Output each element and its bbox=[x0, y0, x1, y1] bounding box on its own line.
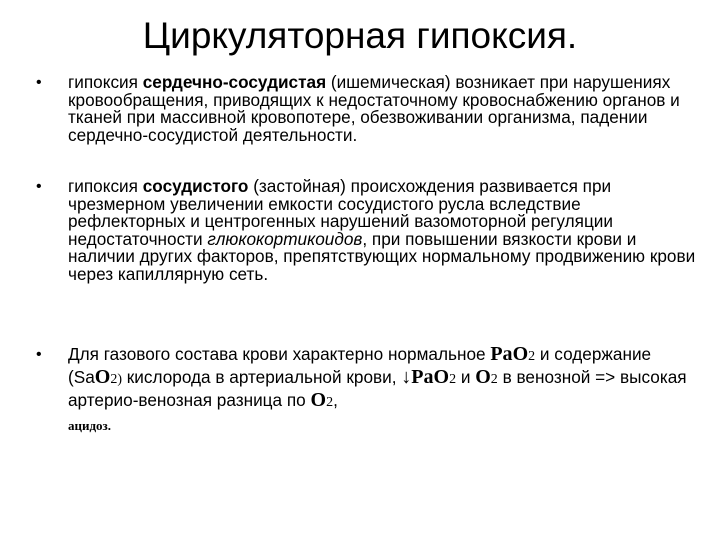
o2-venous-o: O bbox=[475, 366, 491, 388]
slide-title: Циркуляторная гипоксия. bbox=[142, 15, 578, 56]
bullet-item-vascular bbox=[36, 176, 698, 284]
pao2-sub: 2 bbox=[528, 349, 536, 364]
b1-lead: гипоксия bbox=[68, 72, 143, 92]
o2-diff-sub: 2 bbox=[326, 395, 334, 410]
b3-text-1: Для газового состава крови характерно нормальное bbox=[68, 344, 491, 364]
b1-bold-term: сердечно-сосудистая bbox=[142, 72, 327, 92]
b2-lead: гипоксия bbox=[68, 176, 143, 196]
bullet-item-gas-composition bbox=[36, 343, 698, 435]
b2-mid: (застойная) происхождения развивается при чрезмерном увеличении емкости сосудистого русла вследствие рефлекторных и центрогенных нарушений вазомоторной регуляции недостаточности bbox=[68, 176, 613, 249]
bullet-item-cardiovascular bbox=[36, 72, 698, 145]
b3-text-2: и содержание (Sa bbox=[68, 344, 652, 387]
o2-venous-sub: 2 bbox=[490, 372, 498, 387]
sao2-sub: 2) bbox=[110, 372, 122, 387]
b2-italic-term: глюкокортикоидов bbox=[207, 228, 363, 249]
b1-rest: (ишемическая) возникает при нарушениях кровообращения, приводящих к недостаточному кровоснабжению органов и тканей при массивной кровопотере, обезвоживании организма, падении сердечно-сосудистой деятельности. bbox=[68, 72, 680, 145]
b3-text-3: кислорода в артериальной крови, bbox=[121, 367, 402, 387]
bullet-dot-icon: • bbox=[36, 178, 42, 195]
bullet-dot-icon: • bbox=[36, 74, 42, 91]
acidosis-period: . bbox=[107, 418, 112, 433]
bullet-dot-icon: • bbox=[36, 346, 42, 363]
pao2-sub-2: 2 bbox=[449, 372, 457, 387]
pao2-pa-2: Pa bbox=[411, 366, 434, 388]
b2-rest: , при повышении вязкости крови и наличии других факторов, препятствующих нормальному продвижению крови через капиллярную сеть. bbox=[68, 228, 696, 284]
o2-diff-o: O bbox=[310, 389, 327, 411]
acidosis-term: ацидоз bbox=[68, 418, 108, 433]
down-arrow-icon: ↓ bbox=[401, 366, 412, 388]
sao2-o: O bbox=[94, 366, 111, 388]
pao2-o-2: O bbox=[433, 366, 450, 388]
b2-bold-term: сосудистого bbox=[142, 176, 249, 196]
pao2-pa: Pa bbox=[490, 343, 513, 365]
b3-text-4: и bbox=[456, 367, 476, 387]
b3-text-6: , bbox=[333, 390, 338, 410]
acidosis-line bbox=[68, 415, 698, 435]
pao2-o: O bbox=[512, 343, 529, 365]
b3-text-5: в венозной => высокая артерио-венозная разница по bbox=[68, 367, 687, 410]
